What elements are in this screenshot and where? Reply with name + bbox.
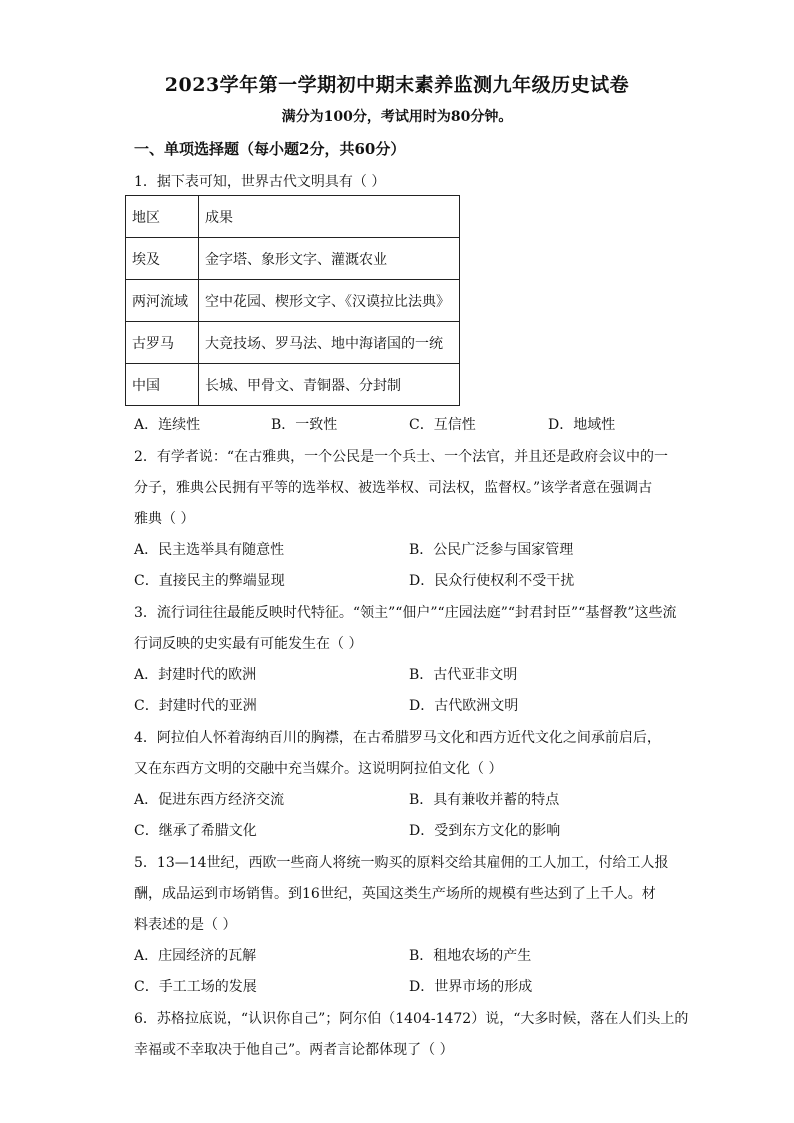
question-5-text: 酬，成品运到市场销售。到16世纪，英国这类生产场所的规模有些达到了上千人。材 — [134, 886, 656, 902]
option-b[interactable]: B．公民广泛参与国家管理 — [409, 542, 574, 558]
question-5-text: 5．13—14世纪，西欧一些商人将统一购买的原料交给其雇佣的工人加工，付给工人报 — [134, 855, 669, 871]
option-d[interactable]: D．民众行使权利不受干扰 — [409, 573, 575, 589]
table-cell: 古罗马 — [126, 322, 199, 364]
exam-subtitle: 满分为100分，考试用时为80分钟。 — [281, 109, 513, 125]
question-1-text: 1．据下表可知，世界古代文明具有（ ） — [134, 174, 386, 190]
option-c[interactable]: C．手工工场的发展 — [134, 979, 257, 995]
question-6-text: 6．苏格拉底说，“认识你自己”；阿尔伯（1404-1472）说，“大多时候，落在人们头上的 — [134, 1011, 689, 1027]
table-row — [126, 280, 460, 322]
option-d[interactable]: D．地域性 — [548, 417, 616, 433]
option-c[interactable]: C．继承了希腊文化 — [134, 823, 257, 839]
question-5-text: 料表述的是（ ） — [134, 917, 237, 933]
option-a[interactable]: A．民主选举具有随意性 — [134, 542, 285, 558]
table-cell: 成果 — [199, 196, 460, 238]
option-b[interactable]: B．具有兼收并蓄的特点 — [409, 792, 560, 808]
exam-title: 2023学年第一学期初中期末素养监测九年级历史试卷 — [164, 74, 630, 96]
question-2-text: 分子，雅典公民拥有平等的选举权、被选举权、司法权，监督权。”该学者意在强调古 — [134, 480, 653, 496]
option-b[interactable]: B．租地农场的产生 — [409, 948, 532, 964]
option-c[interactable]: C．封建时代的亚洲 — [134, 698, 257, 714]
option-a[interactable]: A．庄园经济的瓦解 — [134, 948, 257, 964]
civilization-table — [125, 195, 460, 406]
table-row — [126, 196, 460, 238]
option-c[interactable]: C．直接民主的弊端显现 — [134, 573, 285, 589]
table-row — [126, 238, 460, 280]
option-c[interactable]: C．互信性 — [409, 417, 476, 433]
table-cell: 空中花园、楔形文字、《汉谟拉比法典》 — [199, 280, 460, 322]
table-cell: 长城、甲骨文、青铜器、分封制 — [199, 364, 460, 406]
option-a[interactable]: A．促进东西方经济交流 — [134, 792, 285, 808]
question-3-text: 行词反映的史实最有可能发生在（ ） — [134, 636, 363, 652]
option-a[interactable]: A．连续性 — [134, 417, 201, 433]
section-heading: 一、单项选择题（每小题2分，共60分） — [134, 140, 406, 158]
question-4-text: 又在东西方文明的交融中充当媒介。这说明阿拉伯文化（ ） — [134, 761, 503, 777]
question-2-text: 雅典（ ） — [134, 511, 195, 527]
table-cell: 两河流域 — [126, 280, 199, 322]
table-cell: 中国 — [126, 364, 199, 406]
question-3-text: 3．流行词往往最能反映时代特征。“领主”“佃户”“庄园法庭”“封君封臣”“基督教”这些流 — [134, 605, 677, 621]
option-b[interactable]: B．古代亚非文明 — [409, 667, 518, 683]
option-d[interactable]: D．世界市场的形成 — [409, 979, 533, 995]
table-cell: 大竞技场、罗马法、地中海诸国的一统 — [199, 322, 460, 364]
table-row — [126, 364, 460, 406]
table-cell: 金字塔、象形文字、灌溉农业 — [199, 238, 460, 280]
option-a[interactable]: A．封建时代的欧洲 — [134, 667, 257, 683]
question-6-text: 幸福或不幸取决于他自己”。两者言论都体现了（ ） — [134, 1042, 454, 1058]
table-row — [126, 322, 460, 364]
question-2-text: 2．有学者说：“在古雅典，一个公民是一个兵士、一个法官，并且还是政府会议中的一 — [134, 449, 669, 465]
question-4-text: 4．阿拉伯人怀着海纳百川的胸襟，在古希腊罗马文化和西方近代文化之间承前启后， — [134, 730, 661, 746]
option-b[interactable]: B．一致性 — [271, 417, 338, 433]
table-cell: 埃及 — [126, 238, 199, 280]
table-cell: 地区 — [126, 196, 199, 238]
option-d[interactable]: D．受到东方文化的影响 — [409, 823, 561, 839]
option-d[interactable]: D．古代欧洲文明 — [409, 698, 519, 714]
